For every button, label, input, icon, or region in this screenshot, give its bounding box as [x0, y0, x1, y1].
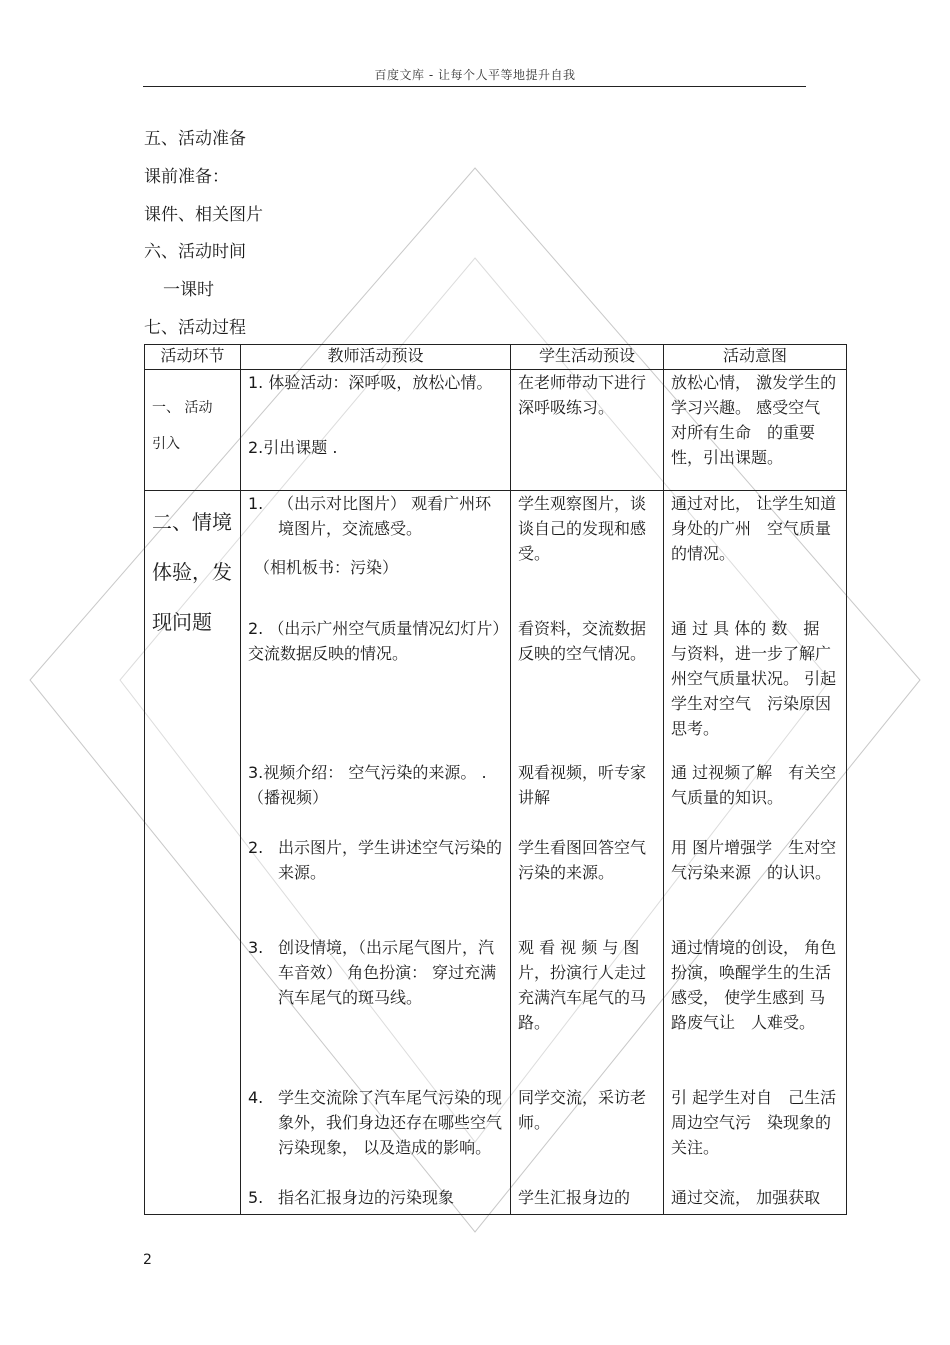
teacher-item: 1. 体验活动：深呼吸，放松心情。: [248, 373, 493, 392]
student-item: 看资料，交流数据反映的空气情况。: [518, 619, 647, 663]
header-divider: [143, 86, 806, 87]
intent-item: 通过对比， 让学生知道 身处的广州 空气质量的情况。: [671, 494, 837, 563]
prep-heading: 五、活动准备: [144, 129, 246, 149]
col-header-intent: 活动意图: [664, 345, 847, 370]
time-value: 一课时: [163, 280, 214, 300]
table-header-row: [145, 345, 847, 370]
stage-cell: [145, 491, 241, 1215]
teacher-item: 5. 指名汇报身边的污染现象: [248, 1188, 455, 1207]
board-note: （相机板书：污染）: [254, 558, 399, 577]
table-row: [145, 491, 847, 1215]
stage-label: 现问题: [152, 610, 212, 634]
student-item: 观看视频，听专家讲解: [518, 763, 647, 807]
intent-item: 引 起学生对自 己生活 周边空气污 染现象的关注。: [671, 1088, 837, 1157]
intent-item: 通过交流， 加强获取: [671, 1188, 821, 1207]
prep-items: 课件、相关图片: [144, 205, 263, 225]
student-item: 学生观察图片，谈谈自己的发现和感受。: [518, 494, 647, 563]
table-row: [145, 370, 847, 491]
teacher-item: 2. （出示广州空气质量情况幻灯片）交流数据反映的情况。: [248, 619, 501, 663]
page-header: 百度文库 - 让每个人平等地提升自我: [374, 68, 576, 82]
teacher-item: 2.引出课题 .: [248, 438, 338, 457]
stage-label: 二、情境: [152, 510, 232, 534]
page-number: 2: [143, 1252, 152, 1268]
activity-table: [144, 344, 847, 1215]
intent-item: 通 过 具 体的 数 据 与资料，进一步了解广州空气质量状况。 引起 学生对空气 污染原因思考。: [671, 619, 837, 738]
intent-item: 通 过视频了解 有关空气质量的知识。: [671, 763, 837, 807]
teacher-cell: [241, 370, 511, 491]
prep-subheading: 课前准备：: [144, 167, 229, 187]
time-heading: 六、活动时间: [144, 242, 246, 262]
col-header-teacher: 教师活动预设: [241, 345, 511, 370]
student-item: 学生汇报身边的: [518, 1188, 631, 1207]
teacher-item: 2. 出示图片，学生讲述空气污染的来源。: [248, 838, 503, 882]
intent-item: 用 图片增强学 生对空 气污染来源 的认识。: [671, 838, 837, 882]
student-item: 观 看 视 频 与 图片，扮演行人走过充满汽车尾气的马路。: [518, 938, 647, 1032]
col-header-student: 学生活动预设: [511, 345, 664, 370]
teacher-item: 3. 创设情境，（出示尾气图片，汽车音效） 角色扮演： 穿过充满汽车尾气的斑马线。: [248, 938, 497, 1007]
col-header-stage: 活动环节: [145, 345, 241, 370]
teacher-item: 1. （出示对比图片） 观看广州环境图片，交流感受。 （相机板书：污染）: [248, 491, 503, 616]
teacher-cell: [241, 491, 511, 1215]
stage-label: 一、 活动: [152, 400, 213, 416]
intent-item: 通过情境的创设， 角色扮演，唤醒学生的生活感受， 使学生感到 马路废气让 人难受。: [671, 938, 837, 1032]
stage-label: 体验，发: [152, 560, 232, 584]
student-item: 学生看图回答空气污染的来源。: [518, 838, 647, 882]
intent-cell: 放松心情， 激发学生的学习兴趣。 感受空气 对所有生命 的重要性，引出课题。: [664, 370, 847, 491]
student-cell: [511, 491, 664, 1215]
teacher-item: 4. 学生交流除了汽车尾气污染的现象外，我们身边还存在哪些空气污染现象， 以及造成的影响。: [248, 1088, 503, 1157]
intent-cell: [664, 491, 847, 1215]
stage-label: 引入: [152, 436, 180, 452]
student-cell: 在老师带动下进行深呼吸练习。: [511, 370, 664, 491]
process-heading: 七、活动过程: [144, 318, 246, 338]
teacher-item: 3.视频介绍： 空气污染的来源。 .（播视频）: [248, 763, 487, 807]
stage-cell: [145, 370, 241, 491]
student-item: 同学交流，采访老师。: [518, 1088, 647, 1132]
